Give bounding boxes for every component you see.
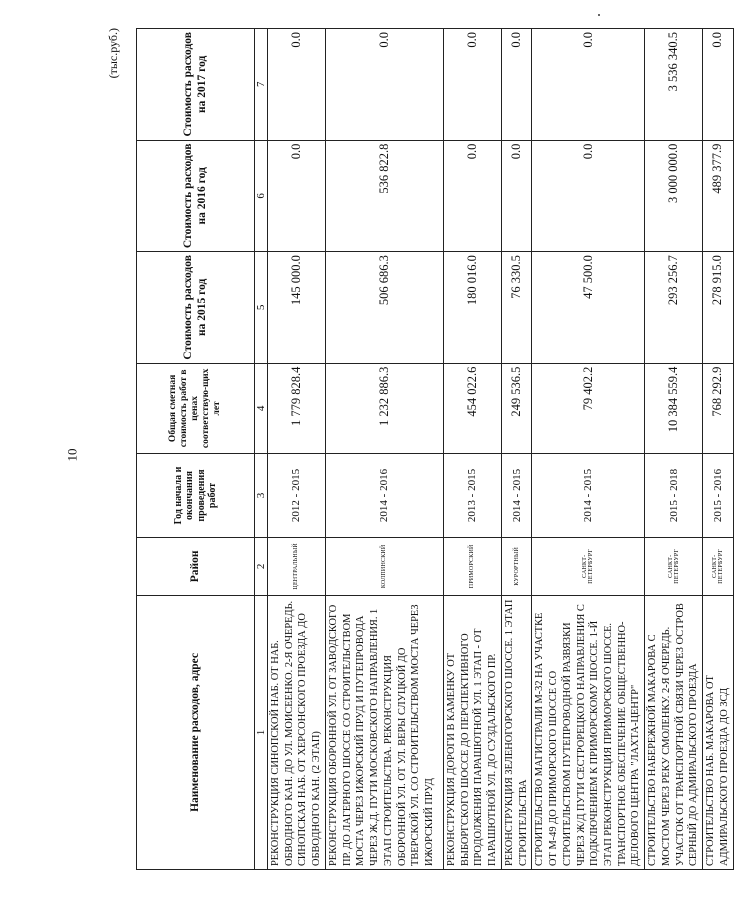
table-row [645, 29, 703, 870]
row-cost-2015: 145 000.0 [268, 252, 326, 364]
budget-table [136, 28, 734, 870]
row-years: 2015 - 2016 [703, 454, 733, 538]
row-years: 2013 - 2015 [443, 454, 501, 538]
table-row [325, 29, 443, 870]
row-total: 454 022.6 [443, 363, 501, 454]
row-district: САНКТ-ПЕТЕРБУРГ [703, 537, 733, 595]
budget-table-sheet [106, 20, 730, 870]
column-number: 7 [255, 29, 268, 141]
row-years: 2015 - 2018 [645, 454, 703, 538]
row-district: ЦЕНТРАЛЬНЫЙ [268, 537, 326, 595]
header-district: Район [137, 537, 255, 595]
row-cost-2016: 0.0 [532, 140, 645, 252]
rotated-page-content [106, 20, 730, 870]
page-number: 10 [64, 448, 80, 462]
column-number-row [255, 29, 268, 870]
row-name: РЕКОНСТРУКЦИЯ СИНОПСКОЙ НАБ. ОТ НАБ. ОБВОДНОГО КАН. ДО УЛ. МОИСЕЕНКО. 2-Я ОЧЕРЕДЬ. СИНОПСКАЯ НАБ. ОТ ХЕРСОНСКОГО ПРОЕЗДА ДО ОБВОДНОГО КАН. (2 ЭТАП) [268, 595, 326, 869]
row-cost-2015: 76 330.5 [501, 252, 531, 364]
row-years: 2014 - 2015 [501, 454, 531, 538]
table-row [703, 29, 733, 870]
header-cost-2015: Стоимость расходов на 2015 год [137, 252, 255, 364]
column-number: 3 [255, 454, 268, 538]
row-cost-2017: 0.0 [443, 29, 501, 141]
row-cost-2016: 0.0 [443, 140, 501, 252]
column-number: 6 [255, 140, 268, 252]
row-cost-2015: 47 500.0 [532, 252, 645, 364]
row-cost-2017: 0.0 [268, 29, 326, 141]
column-number: 5 [255, 252, 268, 364]
table-row [443, 29, 501, 870]
row-district: САНКТ-ПЕТЕРБУРГ [645, 537, 703, 595]
table-row [501, 29, 531, 870]
row-years: 2014 - 2015 [532, 454, 645, 538]
row-total: 10 384 559.4 [645, 363, 703, 454]
table-row [268, 29, 326, 870]
row-cost-2017: 0.0 [532, 29, 645, 141]
row-cost-2016: 0.0 [501, 140, 531, 252]
header-cost-2017: Стоимость расходов на 2017 год [137, 29, 255, 141]
row-cost-2017: 0.0 [325, 29, 443, 141]
row-district: КОЛПИНСКИЙ [325, 537, 443, 595]
row-total: 768 292.9 [703, 363, 733, 454]
header-row [137, 29, 255, 870]
row-cost-2017: 3 536 340.5 [645, 29, 703, 141]
row-cost-2015: 506 686.3 [325, 252, 443, 364]
row-name: РЕКОНСТРУКЦИЯ ОБОРОННОЙ УЛ. ОТ ЗАВОДСКОГО ПР. ДО ЛАГЕРНОГО ШОССЕ СО СТРОИТЕЛЬСТВОМ МОСТА ЧЕРЕЗ ИЖОРСКИЙ ПРУД И ПУТЕПРОВОДА ЧЕРЕЗ Ж.Д. ПУТИ МОСКОВСКОГО НАПРАВЛЕНИЯ. 1 ЭТАП СТРОИТЕЛЬСТВА. РЕКОНСТРУКЦИЯ ОБОРОННОЙ УЛ. ОТ УЛ. ВЕРЫ СЛУЦКОЙ ДО ТВЕРСКОЙ УЛ. СО СТРОИТЕЛЬСТВОМ МОСТА ЧЕРЕЗ ИЖОРСКИЙ ПРУД [325, 595, 443, 869]
row-cost-2015: 180 016.0 [443, 252, 501, 364]
row-district: САНКТ-ПЕТЕРБУРГ [532, 537, 645, 595]
column-number: 4 [255, 363, 268, 454]
column-number: 1 [255, 595, 268, 869]
row-cost-2015: 278 915.0 [703, 252, 733, 364]
row-district: ПРИМОРСКИЙ [443, 537, 501, 595]
row-total: 1 779 828.4 [268, 363, 326, 454]
row-name: СТРОИТЕЛЬСТВО МАГИСТРАЛИ М-32 НА УЧАСТКЕ ОТ М-49 ДО ПРИМОРСКОГО ШОССЕ СО СТРОИТЕЛЬСТВОМ ПУТЕПРОВОДНОЙ РАЗВЯЗКИ ЧЕРЕЗ Ж/Д ПУТИ СЕСТРОРЕЦКОГО НАПРАВЛЕНИЯ С ПОДКЛЮЧЕНИЕМ К ПРИМОРСКОМУ ШОССЕ. 1-Й ЭТАП РЕКОНСТРУКЦИЯ ПРИМОРСКОГО ШОССЕ. ТРАНСПОРТНОЕ ОБЕСПЕЧЕНИЕ ОБЩЕСТВЕННО-ДЕЛОВОГО ЦЕНТРА "ЛАХТА-ЦЕНТР" [532, 595, 645, 869]
header-years: Год начала и окончания проведения работ [137, 454, 255, 538]
row-total: 1 232 886.3 [325, 363, 443, 454]
row-cost-2016: 0.0 [268, 140, 326, 252]
row-total: 249 536.5 [501, 363, 531, 454]
row-name: СТРОИТЕЛЬСТВО НАБЕРЕЖНОЙ МАКАРОВА С МОСТОМ ЧЕРЕЗ РЕКУ СМОЛЕНКУ. 2-Я ОЧЕРЕДЬ. УЧАСТОК ОТ ТРАНСПОРТНОЙ СВЯЗИ ЧЕРЕЗ ОСТРОВ СЕРНЫЙ ДО АДМИРАЛЬСКОГО ПРОЕЗДА [645, 595, 703, 869]
header-total-cost: Общая сметная стоимость работ в ценах соответствую-щих лет [137, 363, 255, 454]
table-row [532, 29, 645, 870]
row-name: СТРОИТЕЛЬСТВО НАБ. МАКАРОВА ОТ АДМИРАЛЬСКОГО ПРОЕЗДА ДО ЗСД [703, 595, 733, 869]
stray-dot [598, 14, 600, 16]
row-cost-2016: 536 822.8 [325, 140, 443, 252]
header-name: Наименование расходов, адрес [137, 595, 255, 869]
row-total: 79 402.2 [532, 363, 645, 454]
row-cost-2016: 3 000 000.0 [645, 140, 703, 252]
unit-label: (тыс.руб.) [106, 28, 120, 79]
row-years: 2014 - 2016 [325, 454, 443, 538]
row-cost-2017: 0.0 [501, 29, 531, 141]
row-district: КУРОРТНЫЙ [501, 537, 531, 595]
row-name: РЕКОНСТРУКЦИЯ ЗЕЛЕНОГОРСКОГО ШОССЕ. 1 ЭТАП СТРОИТЕЛЬСТВА [501, 595, 531, 869]
row-years: 2012 - 2015 [268, 454, 326, 538]
row-cost-2016: 489 377.9 [703, 140, 733, 252]
row-cost-2017: 0.0 [703, 29, 733, 141]
row-name: РЕКОНСТРУКЦИЯ ДОРОГИ В КАМЕНКУ ОТ ВЫБОРГСКОГО ШОССЕ ДО ПЕРСПЕКТИВНОГО ПРОДОЛЖЕНИЯ ПАРАШЮТНОЙ УЛ. 1 ЭТАП - ОТ ПАРАШЮТНОЙ УЛ. ДО СУЗДАЛЬСКОГО ПР. [443, 595, 501, 869]
header-cost-2016: Стоимость расходов на 2016 год [137, 140, 255, 252]
row-cost-2015: 293 256.7 [645, 252, 703, 364]
column-number: 2 [255, 537, 268, 595]
